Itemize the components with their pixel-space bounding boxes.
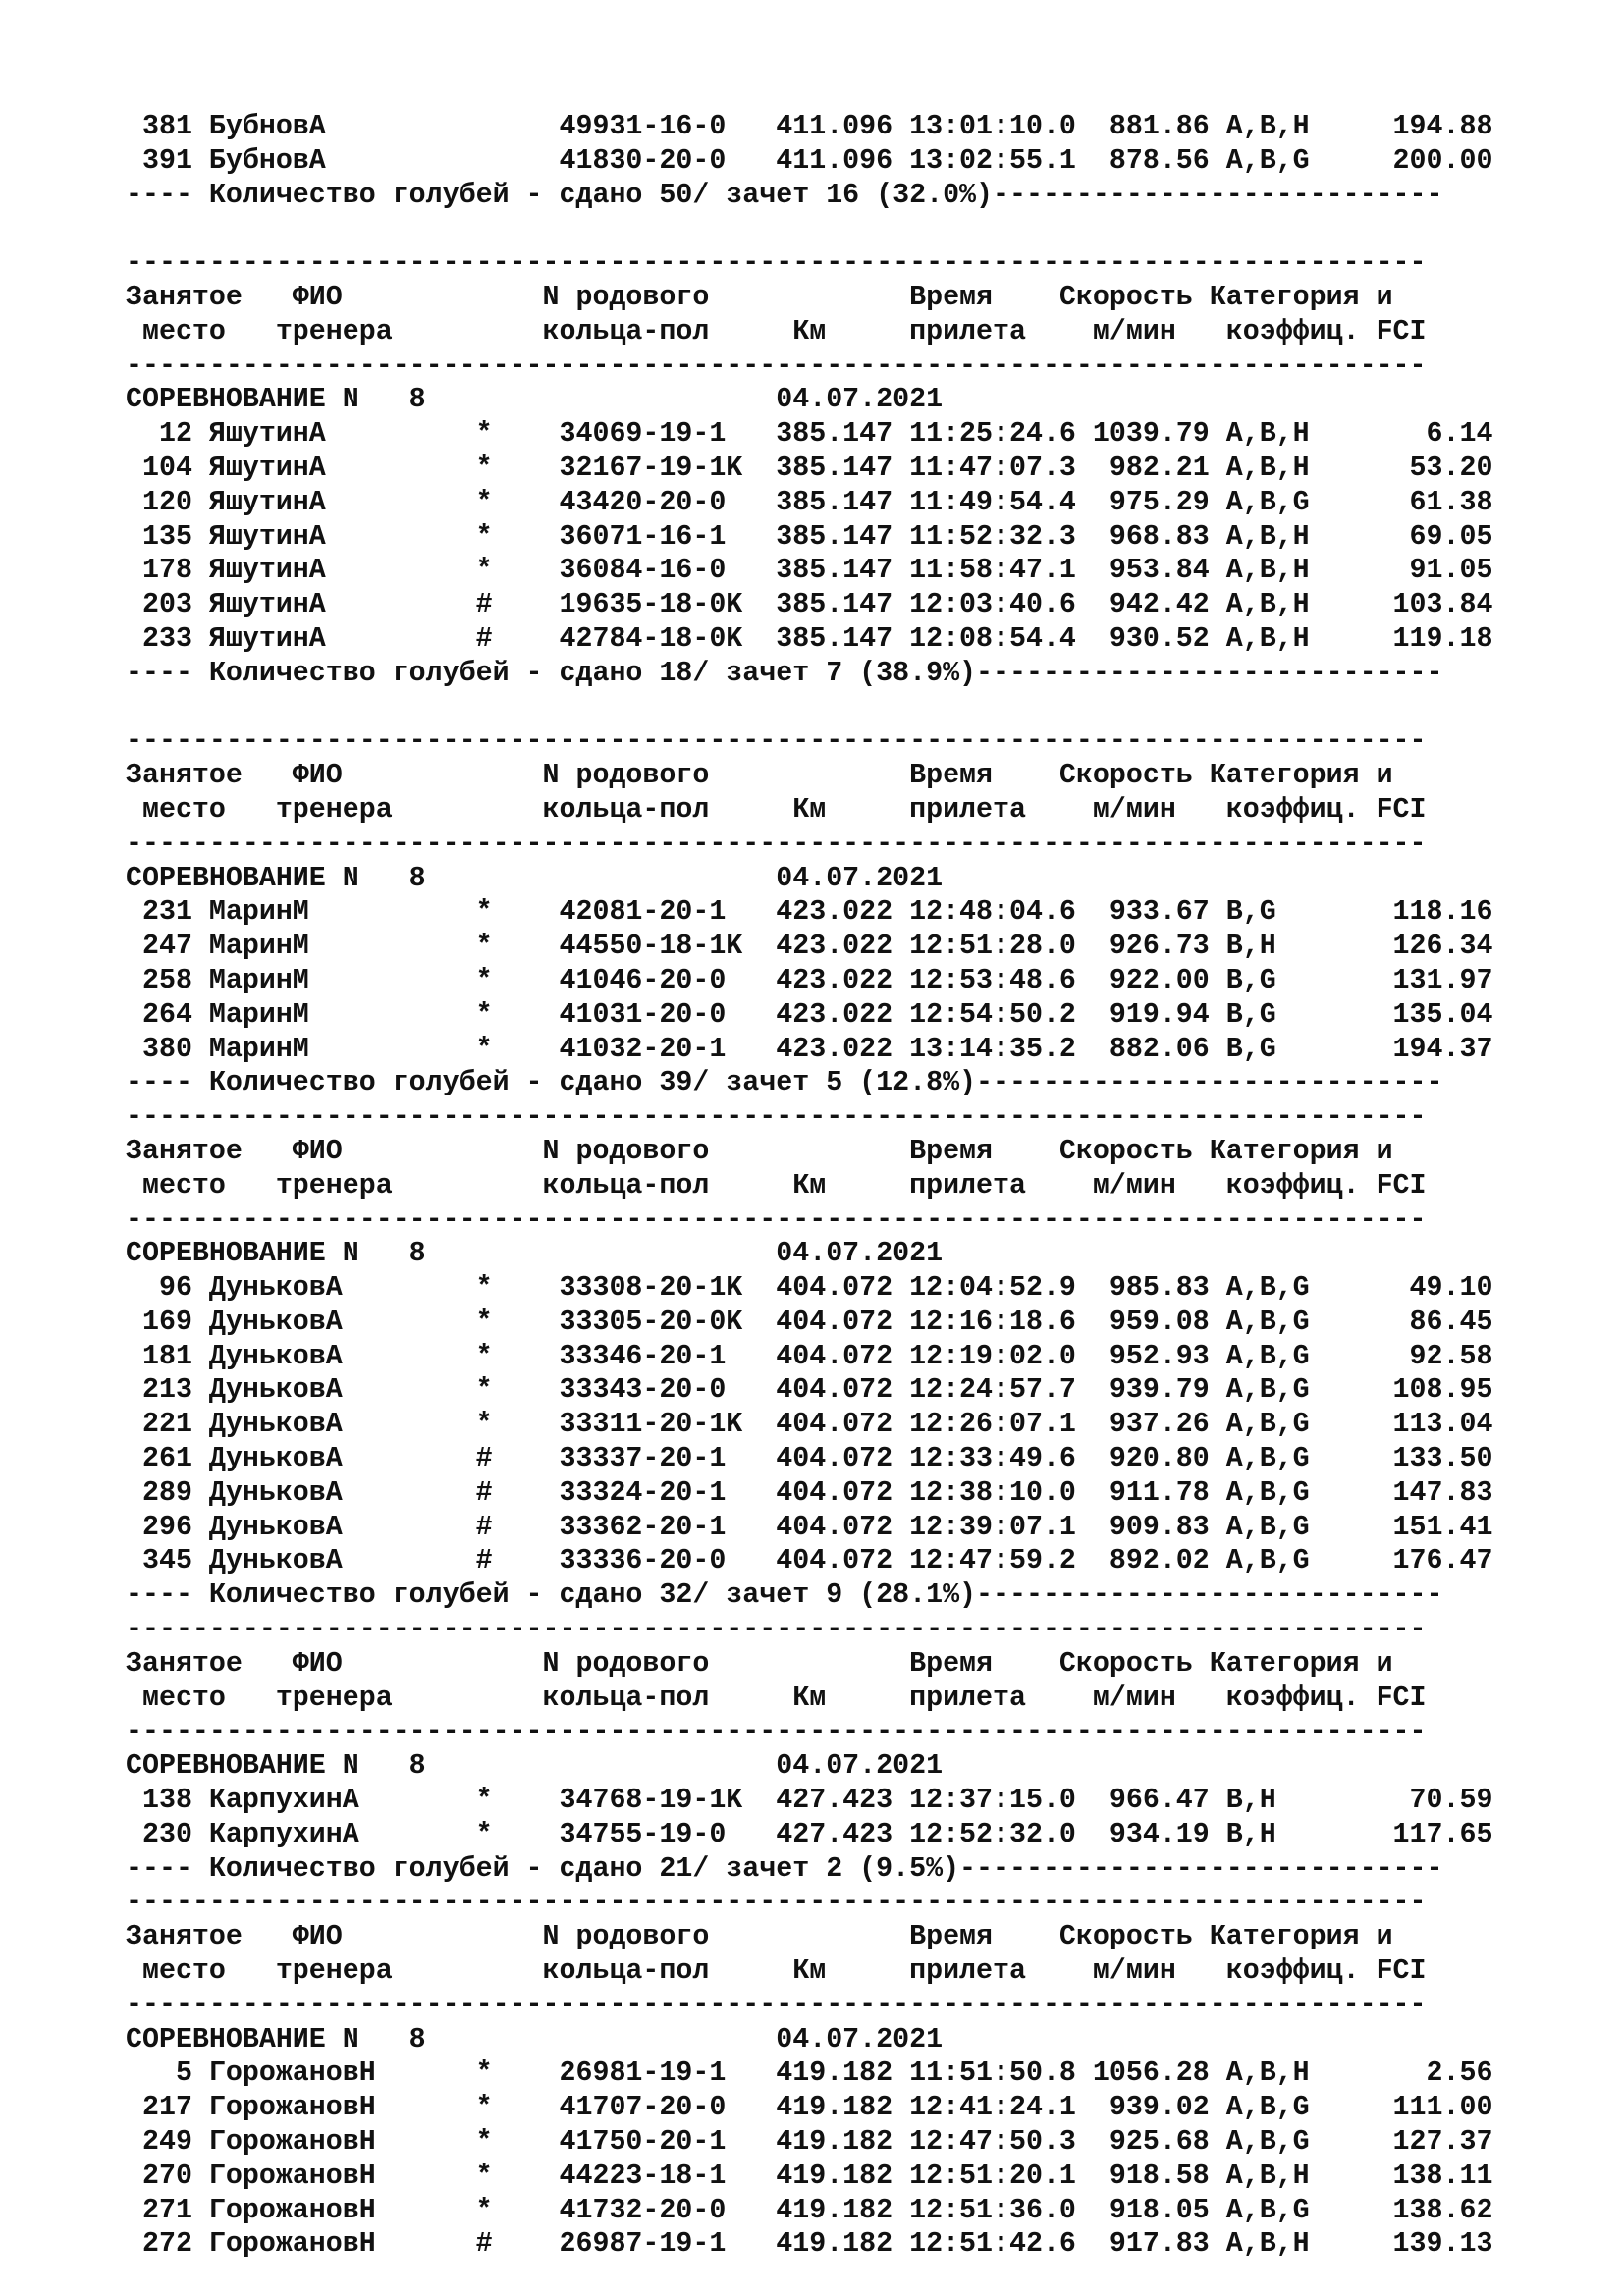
competition-title: СОРЕВНОВАНИЕ N 8 04.07.2021	[126, 1750, 944, 1783]
result-row: 230 КарпухинА * 34755-19-0 427.423 12:52:32.0 934.19 B,H 117.65	[126, 1818, 1493, 1850]
column-header-line-2: место тренера кольца-пол Км прилета м/мин коэффиц. FCI	[126, 1169, 1427, 1201]
summary-line: ---- Количество голубей - сдано 50/ зачет 16 (32.0%)---------------------------	[126, 179, 1443, 211]
result-row: 169 ДуньковА * 33305-20-0K 404.072 12:16:18.6 959.08 A,B,G 86.45	[126, 1306, 1493, 1338]
separator-line: ------------------------------------------------------------------------------	[126, 828, 1427, 860]
result-row: 261 ДуньковА # 33337-20-1 404.072 12:33:49.6 920.80 A,B,G 133.50	[126, 1443, 1493, 1475]
separator-line: ------------------------------------------------------------------------------	[126, 1887, 1427, 1919]
result-row: 5 ГорожановН * 26981-19-1 419.182 11:51:50.8 1056.28 A,B,H 2.56	[126, 2057, 1493, 2090]
competition-title: СОРЕВНОВАНИЕ N 8 04.07.2021	[126, 384, 944, 416]
column-header-line-1: Занятое ФИО N родового Время Скорость Категория и	[126, 1135, 1393, 1167]
column-header-line-2: место тренера кольца-пол Км прилета м/мин коэффиц. FCI	[126, 315, 1427, 347]
result-row: 138 КарпухинА * 34768-19-1K 427.423 12:37:15.0 966.47 B,H 70.59	[126, 1785, 1493, 1817]
separator-line: ------------------------------------------------------------------------------	[126, 1989, 1427, 2021]
blank-line	[126, 691, 1492, 725]
separator-line: ------------------------------------------------------------------------------	[126, 725, 1427, 758]
column-header-line-1: Занятое ФИО N родового Время Скорость Категория и	[126, 760, 1393, 792]
summary-line: ---- Количество голубей - сдано 39/ зачет 5 (12.8%)----------------------------	[126, 1067, 1443, 1099]
competition-title: СОРЕВНОВАНИЕ N 8 04.07.2021	[126, 1238, 944, 1270]
result-row: 391 БубновА 41830-20-0 411.096 13:02:55.1 878.56 A,B,G 200.00	[126, 144, 1493, 177]
result-row: 270 ГорожановН * 44223-18-1 419.182 12:51:20.1 918.58 A,B,H 138.11	[126, 2160, 1493, 2192]
result-row: 178 ЯшутинА * 36084-16-0 385.147 11:58:47.1 953.84 A,B,H 91.05	[126, 555, 1493, 587]
result-row: 381 БубновА 49931-16-0 411.096 13:01:10.0 881.86 A,B,H 194.88	[126, 111, 1493, 142]
result-row: 272 ГорожановН # 26987-19-1 419.182 12:51:42.6 917.83 A,B,H 139.13	[126, 2228, 1493, 2261]
result-row: 104 ЯшутинА * 32167-19-1K 385.147 11:47:07.3 982.21 A,B,H 53.20	[126, 452, 1493, 484]
column-header-line-2: место тренера кольца-пол Км прилета м/мин коэффиц. FCI	[126, 1682, 1427, 1714]
column-header-line-1: Занятое ФИО N родового Время Скорость Категория и	[126, 281, 1393, 313]
column-header-line-2: место тренера кольца-пол Км прилета м/мин коэффиц. FCI	[126, 793, 1427, 826]
result-row: 345 ДуньковА # 33336-20-0 404.072 12:47:59.2 892.02 A,B,G 176.47	[126, 1545, 1493, 1577]
blank-line	[126, 212, 1492, 246]
summary-line: ---- Количество голубей - сдано 21/ зачет 2 (9.5%)-----------------------------	[126, 1852, 1443, 1885]
result-row: 135 ЯшутинА * 36071-16-1 385.147 11:52:32.3 968.83 A,B,H 69.05	[126, 520, 1493, 553]
result-row: 96 ДуньковА * 33308-20-1K 404.072 12:04:52.9 985.83 A,B,G 49.10	[126, 1272, 1493, 1305]
result-row: 380 МаринМ * 41032-20-1 423.022 13:14:35.2 882.06 B,G 194.37	[126, 1033, 1493, 1065]
competition-title: СОРЕВНОВАНИЕ N 8 04.07.2021	[126, 862, 944, 894]
result-row: 233 ЯшутинА # 42784-18-0K 385.147 12:08:54.4 930.52 A,B,H 119.18	[126, 622, 1493, 655]
result-row: 249 ГорожановН * 41750-20-1 419.182 12:47:50.3 925.68 A,B,G 127.37	[126, 2126, 1493, 2159]
separator-line: ------------------------------------------------------------------------------	[126, 349, 1427, 382]
separator-line: ------------------------------------------------------------------------------	[126, 1614, 1427, 1646]
result-row: 12 ЯшутинА * 34069-19-1 385.147 11:25:24.6 1039.79 A,B,H 6.14	[126, 418, 1493, 451]
separator-line: ------------------------------------------------------------------------------	[126, 1716, 1427, 1748]
column-header-line-1: Занятое ФИО N родового Время Скорость Категория и	[126, 1647, 1393, 1680]
result-row: 203 ЯшутинА # 19635-18-0K 385.147 12:03:40.6 942.42 A,B,H 103.84	[126, 589, 1493, 621]
result-row: 120 ЯшутинА * 43420-20-0 385.147 11:49:54.4 975.29 A,B,G 61.38	[126, 486, 1493, 518]
results-document	[126, 110, 1492, 2262]
result-row: 247 МаринМ * 44550-18-1K 423.022 12:51:28.0 926.73 B,H 126.34	[126, 931, 1493, 963]
result-row: 296 ДуньковА # 33362-20-1 404.072 12:39:07.1 909.83 A,B,G 151.41	[126, 1511, 1493, 1543]
separator-line: ------------------------------------------------------------------------------	[126, 1203, 1427, 1236]
summary-line: ---- Количество голубей - сдано 18/ зачет 7 (38.9%)----------------------------	[126, 657, 1443, 689]
result-row: 221 ДуньковА * 33311-20-1K 404.072 12:26:07.1 937.26 A,B,G 113.04	[126, 1409, 1493, 1441]
result-row: 264 МаринМ * 41031-20-0 423.022 12:54:50.2 919.94 B,G 135.04	[126, 998, 1493, 1031]
result-row: 271 ГорожановН * 41732-20-0 419.182 12:51:36.0 918.05 A,B,G 138.62	[126, 2194, 1493, 2226]
competition-title: СОРЕВНОВАНИЕ N 8 04.07.2021	[126, 2023, 944, 2056]
separator-line: ------------------------------------------------------------------------------	[126, 1101, 1427, 1134]
result-row: 258 МаринМ * 41046-20-0 423.022 12:53:48.6 922.00 B,G 131.97	[126, 964, 1493, 996]
result-row: 213 ДуньковА * 33343-20-0 404.072 12:24:57.7 939.79 A,B,G 108.95	[126, 1374, 1493, 1407]
column-header-line-2: место тренера кольца-пол Км прилета м/мин коэффиц. FCI	[126, 1955, 1427, 1988]
column-header-line-1: Занятое ФИО N родового Время Скорость Категория и	[126, 1921, 1393, 1953]
separator-line: ------------------------------------------------------------------------------	[126, 247, 1427, 280]
result-row: 231 МаринМ * 42081-20-1 423.022 12:48:04.6 933.67 B,G 118.16	[126, 896, 1493, 929]
result-row: 181 ДуньковА * 33346-20-1 404.072 12:19:02.0 952.93 A,B,G 92.58	[126, 1340, 1493, 1372]
summary-line: ---- Количество голубей - сдано 32/ зачет 9 (28.1%)----------------------------	[126, 1579, 1443, 1612]
result-row: 289 ДуньковА # 33324-20-1 404.072 12:38:10.0 911.78 A,B,G 147.83	[126, 1476, 1493, 1509]
result-row: 217 ГорожановН * 41707-20-0 419.182 12:41:24.1 939.02 A,B,G 111.00	[126, 2092, 1493, 2124]
